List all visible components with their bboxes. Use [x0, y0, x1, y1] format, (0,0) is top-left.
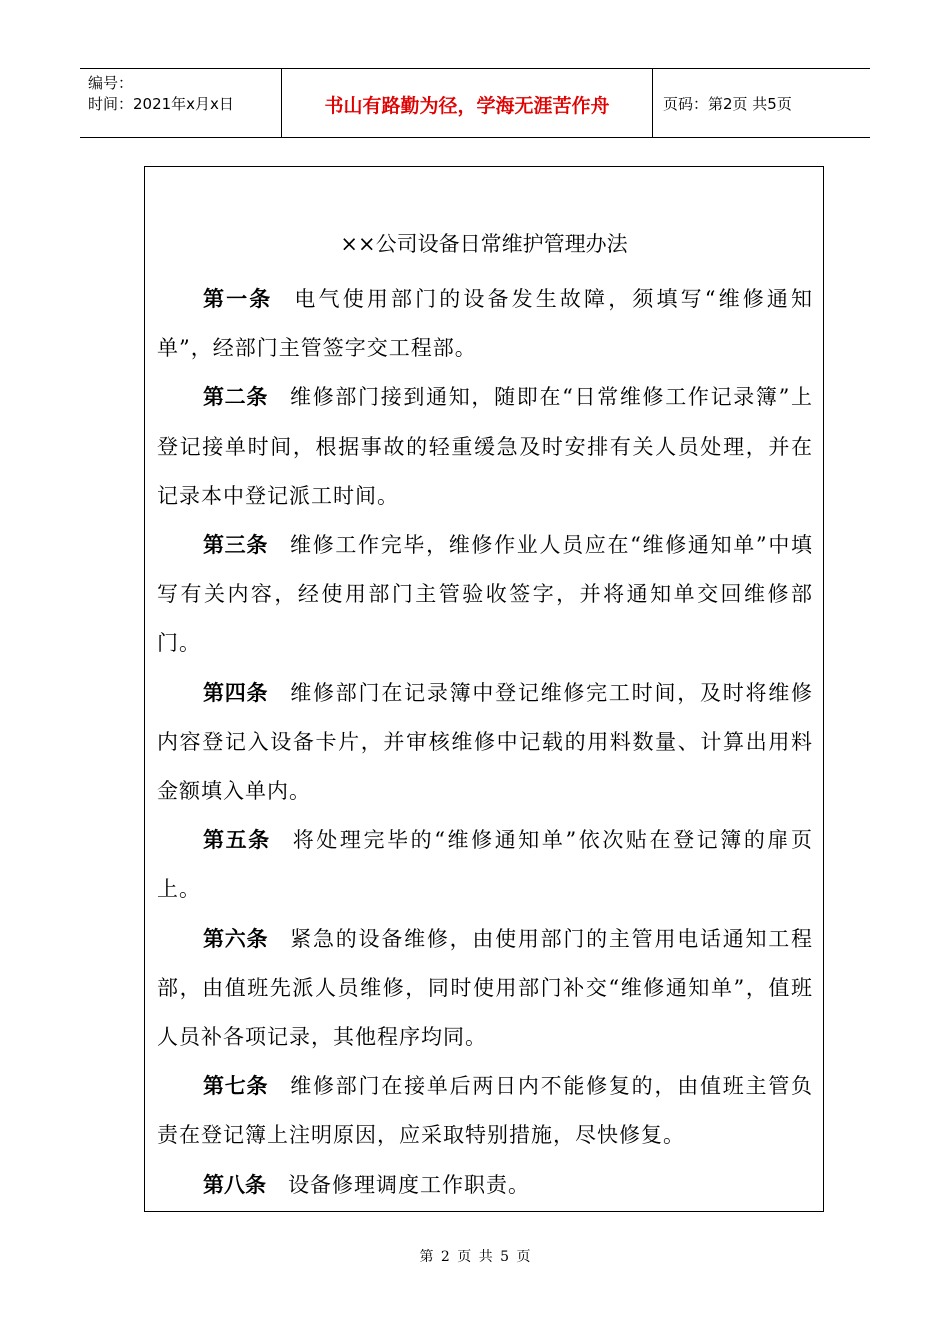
- article-text: 紧急的设备维修，由使用部门的主管用电话通知工程部，由值班先派人员维修，同时使用部门补交“维修通知单”，值班人员补各项记录，其他程序均同。: [157, 926, 813, 1050]
- content-frame: [144, 166, 824, 1212]
- article-1: [157, 275, 813, 373]
- article-number: 第一条: [203, 287, 273, 311]
- article-2: [157, 373, 813, 521]
- article-8: [157, 1161, 813, 1210]
- article-3: [157, 521, 813, 669]
- header-page-info: 页码：第2页 共5页: [663, 94, 792, 113]
- article-number: 第六条: [203, 926, 269, 951]
- article-number: 第五条: [203, 828, 271, 853]
- article-number: 第八条: [203, 1172, 266, 1197]
- article-text: 维修部门在记录簿中登记维修完工时间，及时将维修内容登记入设备卡片，并审核维修中记载的用料数量、计算出用料金额填入单内。: [157, 680, 813, 804]
- article-text: 维修部门接到通知，随即在“日常维修工作记录簿”上登记接单时间，根据事故的轻重缓急及时安排有关人员处理，并在记录本中登记派工时间。: [157, 385, 813, 508]
- header-motto: 书山有路勤为径，学海无涯苦作舟: [282, 69, 653, 137]
- article-6: [157, 915, 813, 1063]
- article-number: 第二条: [203, 385, 269, 410]
- article-text: 电气使用部门的设备发生故障，须填写“维修通知单”，经部门主管签字交工程部。: [157, 287, 814, 361]
- header-meta: [80, 69, 282, 137]
- page-footer: 第 2 页 共 5 页: [419, 1249, 531, 1265]
- article-text: 设备修理调度工作职责。: [288, 1172, 530, 1197]
- article-7: [157, 1062, 813, 1160]
- article-text: 将处理完毕的“维修通知单”依次贴在登记簿的扉页上。: [157, 828, 813, 902]
- article-text: 维修工作完毕，维修作业人员应在“维修通知单”中填写有关内容，经使用部门主管验收签字，并将通知单交回维修部门。: [157, 533, 813, 656]
- page-header: [80, 68, 870, 138]
- article-number: 第四条: [203, 680, 269, 705]
- document-title: ××公司设备日常维护管理办法: [340, 232, 628, 256]
- article-5: [157, 816, 813, 914]
- serial-label: 编号：: [88, 74, 134, 92]
- article-4: [157, 669, 813, 817]
- article-number: 第三条: [203, 533, 269, 558]
- article-list: [157, 275, 813, 1210]
- date-label: 时间：2021年x月x日: [88, 95, 234, 113]
- article-text: 维修部门在接单后两日内不能修复的，由值班主管负责在登记簿上注明原因，应采取特别措施，尽快修复。: [157, 1074, 813, 1148]
- article-number: 第七条: [203, 1074, 269, 1099]
